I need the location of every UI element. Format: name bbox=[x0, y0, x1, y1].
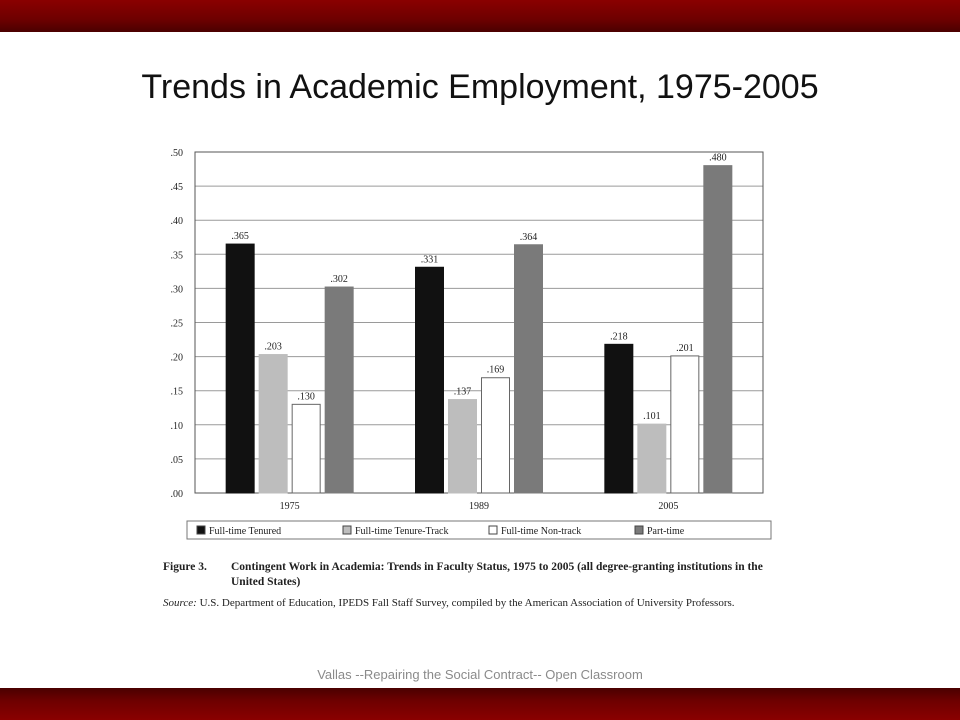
bar-chart bbox=[150, 140, 790, 550]
bar bbox=[292, 404, 320, 493]
y-tick-label: .20 bbox=[170, 352, 183, 364]
bar-value-label: .203 bbox=[264, 341, 282, 353]
bar-value-label: .480 bbox=[709, 152, 727, 164]
legend-swatch bbox=[489, 526, 497, 534]
bar-value-label: .130 bbox=[297, 391, 315, 403]
figure-source bbox=[163, 596, 788, 610]
y-tick-label: .15 bbox=[170, 386, 183, 398]
bar-value-label: .331 bbox=[420, 254, 439, 266]
slide-footer: Vallas --Repairing the Social Contract-- Open Classroom bbox=[317, 667, 643, 682]
legend-swatch bbox=[197, 526, 205, 534]
bar bbox=[449, 400, 477, 493]
y-tick-label: .10 bbox=[170, 420, 183, 432]
bar bbox=[671, 356, 699, 493]
bar-value-label: .365 bbox=[231, 231, 249, 243]
legend-label: Full-time Tenured bbox=[209, 526, 282, 537]
figure-caption-text: Contingent Work in Academia: Trends in Faculty Status, 1975 to 2005 (all degree-granting institutions in the United States) bbox=[231, 561, 763, 588]
figure-number: Figure 3. bbox=[163, 561, 207, 573]
y-tick-label: .50 bbox=[170, 148, 183, 159]
figure-caption bbox=[163, 560, 788, 610]
bar-value-label: .201 bbox=[676, 342, 694, 354]
y-tick-label: .45 bbox=[170, 182, 183, 194]
bar-value-label: .218 bbox=[610, 331, 628, 343]
bar bbox=[482, 378, 510, 493]
bar bbox=[416, 267, 444, 493]
slide-title: Trends in Academic Employment, 1975-2005 bbox=[141, 68, 819, 106]
bar-value-label: .169 bbox=[486, 364, 505, 376]
bar-value-label: .101 bbox=[643, 411, 661, 423]
bar bbox=[325, 287, 353, 493]
bar bbox=[515, 245, 543, 493]
legend-label: Full-time Tenure-Track bbox=[355, 526, 449, 537]
bar-value-label: .364 bbox=[519, 231, 538, 243]
y-tick-label: .30 bbox=[170, 284, 183, 296]
source-text: U.S. Department of Education, IPEDS Fall Staff Survey, compiled by the American Association of University Professors. bbox=[199, 597, 735, 609]
bar bbox=[638, 424, 666, 493]
legend-label: Full-time Non-track bbox=[501, 526, 582, 537]
y-tick-label: .40 bbox=[170, 216, 183, 228]
y-tick-label: .05 bbox=[170, 454, 183, 466]
bar-value-label: .302 bbox=[330, 274, 348, 286]
legend-swatch bbox=[343, 526, 351, 534]
x-tick-label: 2005 bbox=[658, 501, 679, 512]
bar bbox=[605, 344, 633, 493]
bottom-decorative-band bbox=[0, 688, 960, 720]
source-label: Source: bbox=[163, 597, 197, 609]
bar bbox=[226, 244, 254, 493]
bar bbox=[259, 355, 287, 493]
legend-label: Part-time bbox=[647, 526, 685, 537]
bar bbox=[704, 166, 732, 493]
y-tick-label: .35 bbox=[170, 250, 183, 262]
x-tick-label: 1989 bbox=[469, 501, 489, 512]
bar-value-label: .137 bbox=[453, 386, 472, 398]
x-tick-label: 1975 bbox=[279, 501, 300, 512]
top-decorative-band bbox=[0, 0, 960, 32]
y-tick-label: .00 bbox=[170, 489, 183, 500]
y-tick-label: .25 bbox=[170, 318, 183, 330]
legend-swatch bbox=[635, 526, 643, 534]
